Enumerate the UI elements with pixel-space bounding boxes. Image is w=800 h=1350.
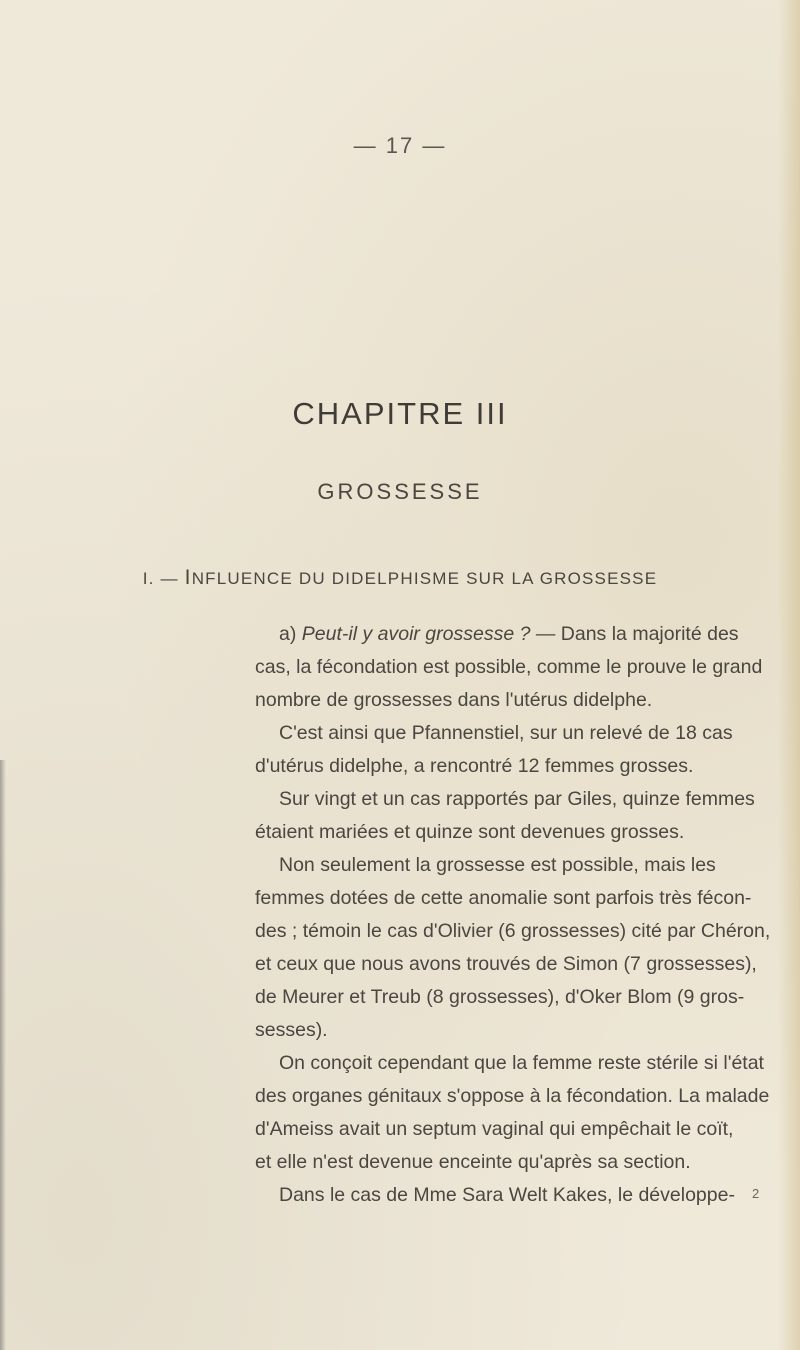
text-line: des organes génitaux s'oppose à la fécondation. La malade [255,1085,770,1107]
page-binding-shadow [0,760,6,1350]
text-line: sesses). [255,1019,328,1041]
text-line: femmes dotées de cette anomalie sont parfois très fécon- [255,887,752,909]
page-number: — 17 — [353,133,447,158]
paragraph-label: a) [279,623,302,645]
paragraph-question: Peut-il y avoir grossesse ? [301,623,531,645]
body-text [255,618,795,1212]
text-line [255,618,795,651]
subsection-prefix: I. — [142,569,185,588]
text-line: des ; témoin le cas d'Olivier (6 grossesses) cité par Chéron, [255,920,771,942]
text-line: d'utérus didelphe, a rencontré 12 femmes grosses. [255,755,694,777]
text-line: On conçoit cependant que la femme reste stérile si l'état [279,1052,764,1074]
text-line: étaient mariées et quinze sont devenues grosses. [255,821,685,843]
text-line: Non seulement la grossesse est possible, mais les [279,854,716,876]
signature-mark: 2 [752,1186,760,1201]
text-line: et ceux que nous avons trouvés de Simon (7 grossesses), [255,953,757,975]
text-line: nombre de grossesses dans l'utérus didelphe. [255,689,653,711]
section-title: GROSSESSE [317,479,483,504]
text-line: et elle n'est devenue enceinte qu'après sa section. [255,1151,691,1173]
text-line: C'est ainsi que Pfannenstiel, sur un relevé de 18 cas [279,722,733,744]
text-line: cas, la fécondation est possible, comme le prouve le grand [255,656,763,678]
subsection-rest: NFLUENCE DU DIDELPHISME SUR LA GROSSESSE [191,569,658,588]
text-line: Dans le cas de Mme Sara Welt Kakes, le développe- [279,1184,735,1206]
subsection-title [0,566,800,590]
subsection-initial: I [184,566,192,589]
paragraph-line-rest: — Dans la majorité des [530,623,739,645]
text-line: Sur vingt et un cas rapportés par Giles, quinze femmes [279,788,755,810]
text-line: de Meurer et Treub (8 grossesses), d'Oker Blom (9 gros- [255,986,745,1008]
chapter-title: CHAPITRE III [292,396,508,431]
text-line: d'Ameiss avait un septum vaginal qui empêchait le coït, [255,1118,734,1140]
